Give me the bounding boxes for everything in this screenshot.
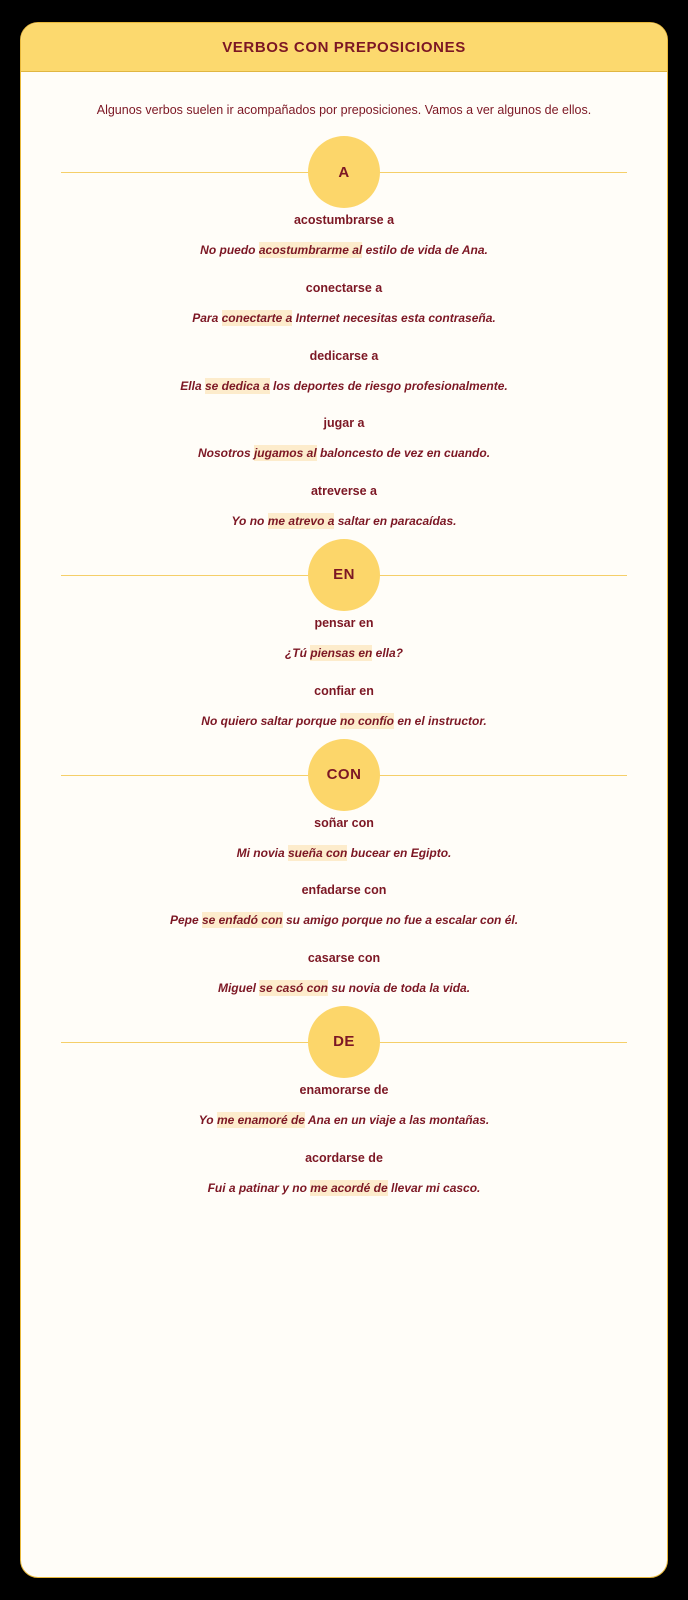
sentence-text: baloncesto de vez en cuando. [316,446,491,461]
verb-phrase: conectarse a [305,280,383,295]
sentence-text: Para [192,310,222,325]
preposition-section [61,736,627,997]
section-header [61,736,627,814]
page-title: VERBOS CON PREPOSICIONES [222,38,466,56]
verb-entry [61,349,627,395]
highlighted-phrase: me acordé de [310,1180,388,1195]
sentence-text: Pepe [169,913,202,928]
sentence-text: los deportes de riesgo profesionalmente. [269,378,508,393]
sentence-text: No quiero saltar porque [201,713,340,728]
sentence-text: en el instructor. [393,713,487,728]
section-header [61,1003,627,1081]
content-card [20,22,668,1578]
example-sentence [61,310,627,327]
sentence-text: Yo no [231,514,268,529]
verb-entry [61,416,627,462]
sentence-text: Fui a patinar y no [207,1180,311,1195]
preposition-section [61,1003,627,1197]
sentence-text: bucear en Egipto. [347,845,452,860]
verb-entry [61,1083,627,1129]
intro-text: Algunos verbos suelen ir acompañados por preposiciones. Vamos a ver algunos de ellos. [96,103,592,117]
verb-entry [61,213,627,259]
verb-entry [61,816,627,862]
verb-phrase: enfadarse con [301,883,387,898]
example-sentence [61,445,627,462]
sentence-text: estilo de vida de Ana. [362,243,488,257]
verb-phrase: acostumbrarse a [293,213,395,227]
sentence-text: Mi novia [236,845,288,860]
preposition-section [61,133,627,530]
example-sentence [61,980,627,997]
highlighted-phrase: se enfadó con [201,913,283,928]
verb-phrase: soñar con [314,815,374,830]
preposition-section [61,536,627,730]
example-sentence [61,845,627,862]
highlighted-phrase: conectarte a [221,310,293,325]
example-sentence [61,1180,627,1197]
verb-phrase: dedicarse a [309,348,379,363]
verb-entry [61,1151,627,1197]
preposition-badge: DE [308,1006,380,1078]
highlighted-phrase: se dedica a [204,378,270,393]
example-sentence [61,1112,627,1129]
section-header [61,536,627,614]
verb-entry [61,684,627,730]
verb-entry [61,484,627,530]
sections-container [61,133,627,1197]
verb-entry [61,281,627,327]
preposition-badge: EN [308,539,380,611]
example-sentence [61,242,627,259]
verb-entry [61,616,627,662]
sentence-text: Internet necesitas esta contraseña. [292,310,496,325]
card-header [21,23,667,72]
verb-phrase: atreverse a [310,484,378,499]
verb-phrase: confiar en [314,683,374,698]
example-sentence [61,645,627,662]
verb-phrase: acordarse de [305,1150,383,1165]
highlighted-phrase: acostumbrarme al [258,243,363,257]
highlighted-phrase: se casó con [259,981,328,996]
sentence-text: ¿Tú [284,645,311,660]
verb-entry [61,951,627,997]
verb-phrase: enamorarse de [299,1082,389,1097]
card-body [21,72,667,1577]
highlighted-phrase: jugamos al [253,446,317,461]
preposition-badge: A [308,136,380,208]
verb-entry [61,883,627,929]
sentence-text: Nosotros [197,446,254,461]
sentence-text: Ana en un viaje a las montañas. [304,1112,490,1127]
example-sentence [61,912,627,929]
verb-phrase: pensar en [314,615,374,630]
example-sentence [61,713,627,730]
example-sentence [61,378,627,395]
highlighted-phrase: sueña con [287,845,348,860]
sentence-text: Yo [198,1112,217,1127]
sentence-text: No puedo [200,243,259,257]
section-header [61,133,627,211]
sentence-text: ella? [372,645,404,660]
highlighted-phrase: no confío [339,713,394,728]
sentence-text: su novia de toda la vida. [328,981,471,996]
highlighted-phrase: me enamoré de [216,1112,305,1127]
sentence-text: llevar mi casco. [387,1180,481,1195]
example-sentence [61,513,627,530]
sentence-text: saltar en paracaídas. [334,514,457,529]
sentence-text: Ella [180,378,205,393]
sentence-text: su amigo porque no fue a escalar con él. [282,913,519,928]
sentence-text: Miguel [217,981,260,996]
verb-phrase: jugar a [323,416,365,431]
highlighted-phrase: me atrevo a [267,514,335,529]
preposition-badge: CON [308,739,380,811]
verb-phrase: casarse con [307,951,381,966]
highlighted-phrase: piensas en [310,645,373,660]
